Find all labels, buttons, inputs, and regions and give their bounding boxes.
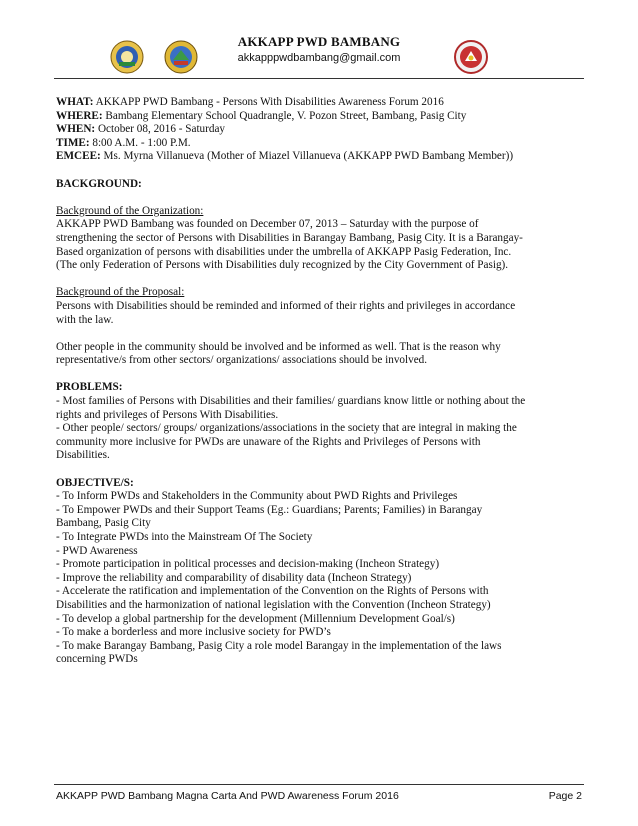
- document-body: [56, 96, 586, 667]
- org-name: AKKAPP PWD BAMBANG: [237, 34, 401, 49]
- objective-line: - To Inform PWDs and Stakeholders in the Community about PWD Rights and Privileges: [56, 490, 458, 503]
- paragraph-line: AKKAPP PWD Bambang was founded on December 07, 2013 – Saturday with the purpose of: [56, 218, 479, 231]
- page-number: Page 2: [548, 790, 582, 802]
- footer-divider: [54, 784, 584, 785]
- when-line: WHEN: October 08, 2016 - Saturday: [56, 123, 226, 136]
- problems-heading: PROBLEMS:: [56, 381, 123, 394]
- page-header: [0, 0, 638, 82]
- org-email: akkapppwdbambang@gmail.com: [237, 52, 401, 64]
- objective-line: - PWD Awareness: [56, 544, 138, 557]
- objective-line: concerning PWDs: [56, 653, 138, 666]
- objective-line: - Accelerate the ratification and implementation of the Convention on the Rights of Persons with: [56, 585, 489, 598]
- problem-line: community more inclusive for PWDs are unaware of the Rights and Privileges of Persons with: [56, 435, 481, 448]
- where-line: WHERE: Bambang Elementary School Quadrangle, V. Pozon Street, Bambang, Pasig City: [56, 109, 467, 122]
- background-heading: BACKGROUND:: [56, 177, 142, 190]
- objective-line: Disabilities and the harmonization of national legislation with the Convention (Incheon Strategy): [56, 598, 491, 611]
- paragraph-line: Based organization of persons with disabilities under the umbrella of AKKAPP Pasig Federation, Inc.: [56, 245, 512, 258]
- objectives-heading: OBJECTIVE/S:: [56, 476, 134, 489]
- paragraph-line: Other people in the community should be involved and be informed as well. That is the reason why: [56, 340, 501, 353]
- objective-line: - Promote participation in political processes and decision-making (Incheon Strategy): [56, 558, 440, 571]
- paragraph-line: (The only Federation of Persons with Disabilities duly recognized by the City Government of Pasig).: [56, 259, 509, 272]
- problem-line: - Most families of Persons with Disabilities and their families/ guardians know little or nothing about the: [56, 395, 526, 408]
- org-background-heading: Background of the Organization:: [56, 204, 204, 217]
- time-line: TIME: 8:00 A.M. - 1:00 P.M.: [56, 136, 191, 149]
- problem-line: Disabilities.: [56, 449, 110, 462]
- objective-line: - To make Barangay Bambang, Pasig City a role model Barangay in the implementation of the laws: [56, 639, 502, 652]
- emcee-line: EMCEE: Ms. Myrna Villanueva (Mother of Miazel Villanueva (AKKAPP PWD Bambang Member)): [56, 150, 514, 163]
- header-divider: [54, 78, 584, 79]
- paragraph-line: with the law.: [56, 313, 114, 326]
- objective-line: - To make a borderless and more inclusive society for PWD’s: [56, 626, 331, 639]
- problem-line: - Other people/ sectors/ groups/ organizations/associations in the society that are integral in making the: [56, 422, 517, 435]
- proposal-background-heading: Background of the Proposal:: [56, 286, 185, 299]
- paragraph-line: representative/s from other sectors/ organizations/ associations should be involved.: [56, 354, 428, 367]
- problem-line: rights and privileges of Persons With Disabilities.: [56, 408, 279, 421]
- objective-line: - To Empower PWDs and their Support Teams (Eg.: Guardians; Parents; Families) in Barangay: [56, 503, 483, 516]
- paragraph-line: Persons with Disabilities should be reminded and informed of their rights and privileges in accordance: [56, 299, 516, 312]
- objective-line: Bambang, Pasig City: [56, 517, 151, 530]
- objective-line: - To Integrate PWDs into the Mainstream Of The Society: [56, 531, 313, 543]
- what-line: WHAT: AKKAPP PWD Bambang - Persons With Disabilities Awareness Forum 2016: [56, 96, 444, 108]
- footer-title: AKKAPP PWD Bambang Magna Carta And PWD Awareness Forum 2016: [56, 790, 399, 802]
- paragraph-line: strengthening the sector of Persons with Disabilities in Barangay Bambang, Pasig City. It is a Barangay-: [56, 231, 523, 244]
- objective-line: - To develop a global partnership for the development (Millennium Development Goal/s): [56, 612, 455, 625]
- objective-line: - Improve the reliability and comparability of disability data (Incheon Strategy): [56, 571, 412, 584]
